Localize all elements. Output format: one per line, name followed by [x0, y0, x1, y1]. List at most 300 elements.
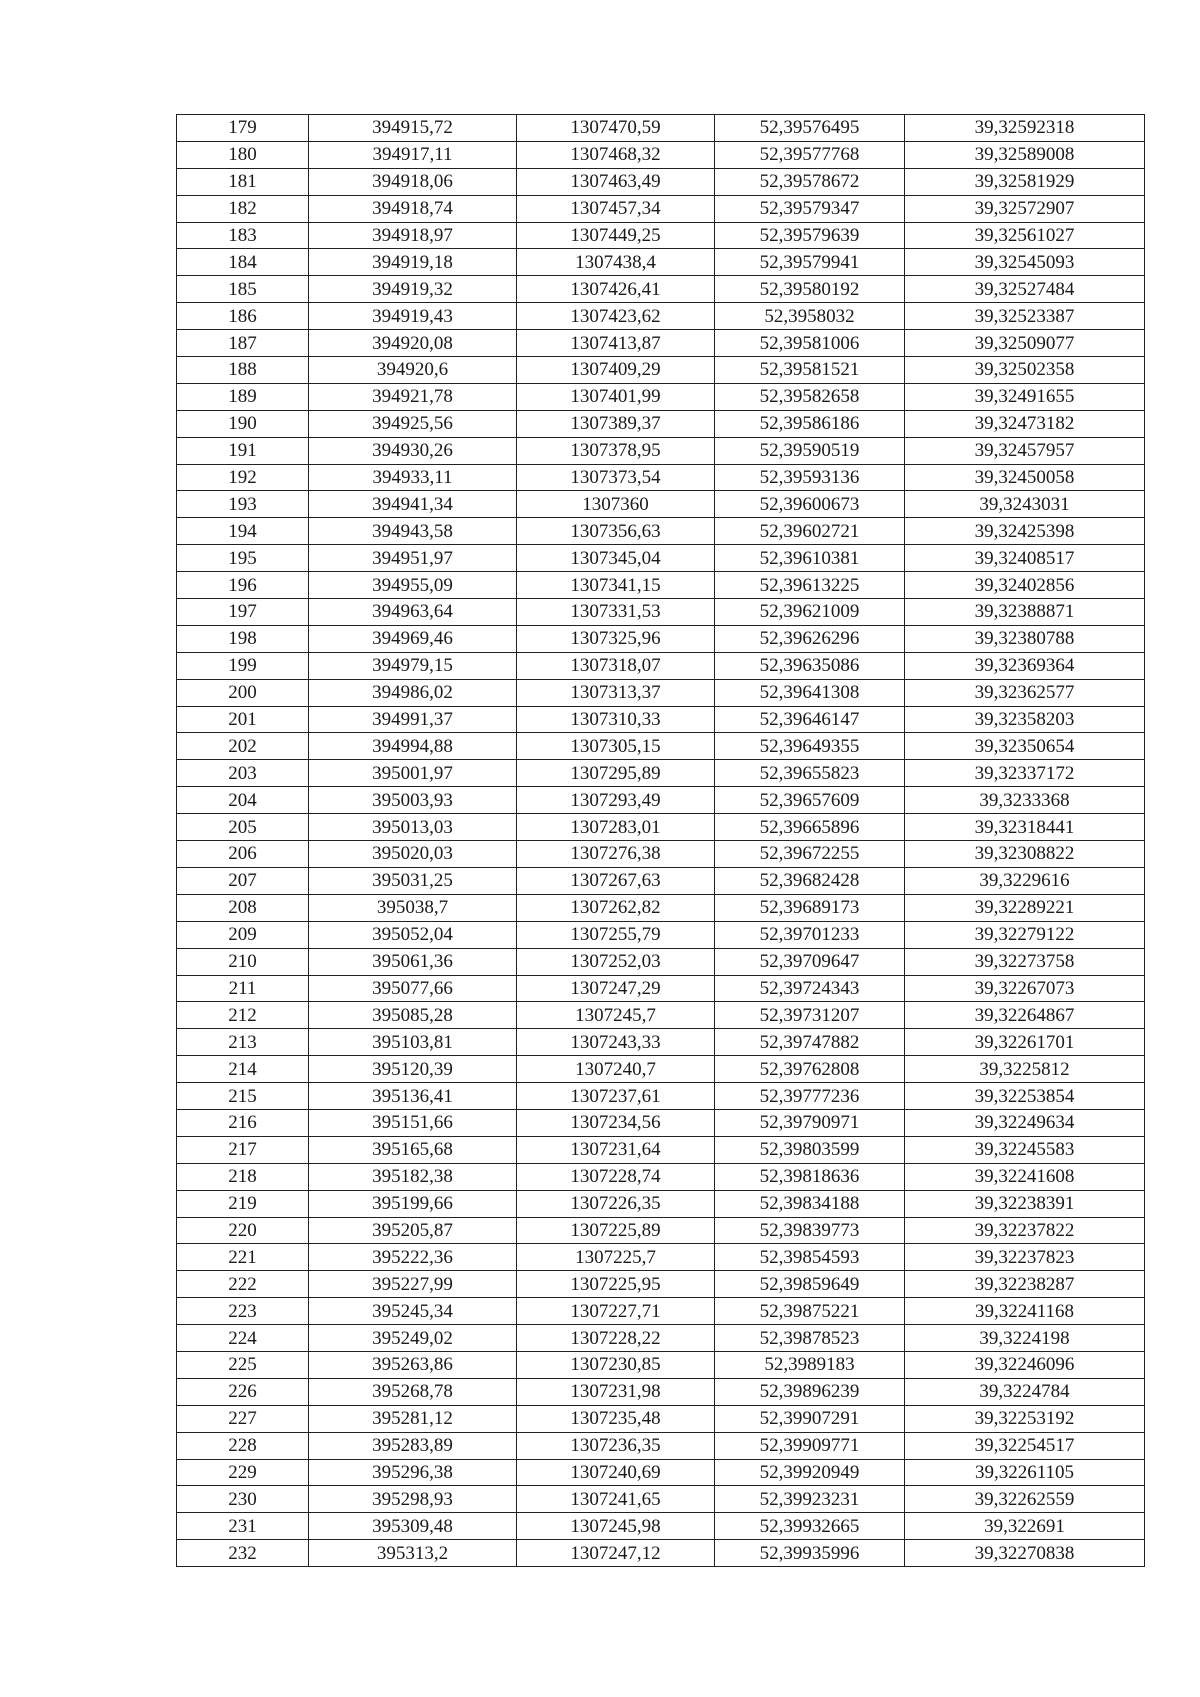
- y-coordinate-cell: 1307310,33: [517, 706, 715, 733]
- y-coordinate-cell: 1307243,33: [517, 1029, 715, 1056]
- longitude-cell: 39,32358203: [905, 706, 1145, 733]
- y-coordinate-cell: 1307255,79: [517, 921, 715, 948]
- latitude-cell: 52,39657609: [715, 787, 905, 814]
- latitude-cell: 52,39731207: [715, 1002, 905, 1029]
- latitude-cell: 52,39579941: [715, 249, 905, 276]
- table-row: [177, 652, 1145, 679]
- y-coordinate-cell: 1307468,32: [517, 141, 715, 168]
- x-coordinate-cell: 395013,03: [309, 814, 517, 841]
- y-coordinate-cell: 1307228,74: [517, 1163, 715, 1190]
- point-number-cell: 223: [177, 1298, 309, 1325]
- latitude-cell: 52,39724343: [715, 975, 905, 1002]
- point-number-cell: 187: [177, 330, 309, 357]
- y-coordinate-cell: 1307295,89: [517, 760, 715, 787]
- table-row: [177, 921, 1145, 948]
- y-coordinate-cell: 1307225,7: [517, 1244, 715, 1271]
- x-coordinate-cell: 394918,06: [309, 168, 517, 195]
- y-coordinate-cell: 1307325,96: [517, 625, 715, 652]
- y-coordinate-cell: 1307401,99: [517, 383, 715, 410]
- coordinates-table: [176, 114, 1145, 1567]
- latitude-cell: 52,39610381: [715, 545, 905, 572]
- latitude-cell: 52,39935996: [715, 1540, 905, 1567]
- point-number-cell: 221: [177, 1244, 309, 1271]
- point-number-cell: 186: [177, 303, 309, 330]
- point-number-cell: 188: [177, 357, 309, 384]
- point-number-cell: 206: [177, 841, 309, 868]
- latitude-cell: 52,39577768: [715, 141, 905, 168]
- table-row: [177, 948, 1145, 975]
- point-number-cell: 217: [177, 1136, 309, 1163]
- y-coordinate-cell: 1307252,03: [517, 948, 715, 975]
- y-coordinate-cell: 1307378,95: [517, 437, 715, 464]
- longitude-cell: 39,32337172: [905, 760, 1145, 787]
- x-coordinate-cell: 394919,43: [309, 303, 517, 330]
- longitude-cell: 39,32237822: [905, 1217, 1145, 1244]
- point-number-cell: 216: [177, 1109, 309, 1136]
- y-coordinate-cell: 1307360: [517, 491, 715, 518]
- longitude-cell: 39,32402856: [905, 572, 1145, 599]
- y-coordinate-cell: 1307237,61: [517, 1083, 715, 1110]
- latitude-cell: 52,39641308: [715, 679, 905, 706]
- y-coordinate-cell: 1307423,62: [517, 303, 715, 330]
- point-number-cell: 220: [177, 1217, 309, 1244]
- latitude-cell: 52,3958032: [715, 303, 905, 330]
- table-row: [177, 625, 1145, 652]
- longitude-cell: 39,32380788: [905, 625, 1145, 652]
- point-number-cell: 202: [177, 733, 309, 760]
- table-row: [177, 491, 1145, 518]
- latitude-cell: 52,39747882: [715, 1029, 905, 1056]
- x-coordinate-cell: 394921,78: [309, 383, 517, 410]
- x-coordinate-cell: 394979,15: [309, 652, 517, 679]
- longitude-cell: 39,32261105: [905, 1459, 1145, 1486]
- table-row: [177, 1298, 1145, 1325]
- y-coordinate-cell: 1307449,25: [517, 222, 715, 249]
- x-coordinate-cell: 395298,93: [309, 1486, 517, 1513]
- latitude-cell: 52,39600673: [715, 491, 905, 518]
- latitude-cell: 52,39907291: [715, 1405, 905, 1432]
- point-number-cell: 209: [177, 921, 309, 948]
- latitude-cell: 52,39709647: [715, 948, 905, 975]
- x-coordinate-cell: 394963,64: [309, 599, 517, 626]
- table-row: [177, 841, 1145, 868]
- y-coordinate-cell: 1307235,48: [517, 1405, 715, 1432]
- table-row: [177, 168, 1145, 195]
- table-row: [177, 1325, 1145, 1352]
- longitude-cell: 39,3224198: [905, 1325, 1145, 1352]
- point-number-cell: 179: [177, 115, 309, 142]
- point-number-cell: 225: [177, 1351, 309, 1378]
- table-row: [177, 1540, 1145, 1567]
- longitude-cell: 39,32581929: [905, 168, 1145, 195]
- latitude-cell: 52,39621009: [715, 599, 905, 626]
- y-coordinate-cell: 1307227,71: [517, 1298, 715, 1325]
- point-number-cell: 200: [177, 679, 309, 706]
- longitude-cell: 39,32527484: [905, 276, 1145, 303]
- point-number-cell: 184: [177, 249, 309, 276]
- table-row: [177, 1029, 1145, 1056]
- y-coordinate-cell: 1307231,64: [517, 1136, 715, 1163]
- y-coordinate-cell: 1307228,22: [517, 1325, 715, 1352]
- x-coordinate-cell: 395151,66: [309, 1109, 517, 1136]
- x-coordinate-cell: 395052,04: [309, 921, 517, 948]
- y-coordinate-cell: 1307438,4: [517, 249, 715, 276]
- table-row: [177, 679, 1145, 706]
- point-number-cell: 192: [177, 464, 309, 491]
- longitude-cell: 39,32238391: [905, 1190, 1145, 1217]
- point-number-cell: 232: [177, 1540, 309, 1567]
- longitude-cell: 39,3224784: [905, 1378, 1145, 1405]
- x-coordinate-cell: 395281,12: [309, 1405, 517, 1432]
- point-number-cell: 185: [177, 276, 309, 303]
- latitude-cell: 52,39839773: [715, 1217, 905, 1244]
- latitude-cell: 52,39689173: [715, 894, 905, 921]
- x-coordinate-cell: 395136,41: [309, 1083, 517, 1110]
- y-coordinate-cell: 1307457,34: [517, 195, 715, 222]
- latitude-cell: 52,39920949: [715, 1459, 905, 1486]
- point-number-cell: 203: [177, 760, 309, 787]
- latitude-cell: 52,39581521: [715, 357, 905, 384]
- x-coordinate-cell: 395020,03: [309, 841, 517, 868]
- point-number-cell: 205: [177, 814, 309, 841]
- table-row: [177, 1378, 1145, 1405]
- longitude-cell: 39,32592318: [905, 115, 1145, 142]
- x-coordinate-cell: 395205,87: [309, 1217, 517, 1244]
- point-number-cell: 215: [177, 1083, 309, 1110]
- x-coordinate-cell: 395077,66: [309, 975, 517, 1002]
- point-number-cell: 230: [177, 1486, 309, 1513]
- point-number-cell: 219: [177, 1190, 309, 1217]
- longitude-cell: 39,32264867: [905, 1002, 1145, 1029]
- y-coordinate-cell: 1307426,41: [517, 276, 715, 303]
- table-row: [177, 1002, 1145, 1029]
- latitude-cell: 52,39579639: [715, 222, 905, 249]
- x-coordinate-cell: 394925,56: [309, 410, 517, 437]
- x-coordinate-cell: 395182,38: [309, 1163, 517, 1190]
- latitude-cell: 52,39586186: [715, 410, 905, 437]
- x-coordinate-cell: 395001,97: [309, 760, 517, 787]
- point-number-cell: 228: [177, 1432, 309, 1459]
- latitude-cell: 52,39878523: [715, 1325, 905, 1352]
- y-coordinate-cell: 1307356,63: [517, 518, 715, 545]
- table-row: [177, 787, 1145, 814]
- y-coordinate-cell: 1307318,07: [517, 652, 715, 679]
- table-row: [177, 1432, 1145, 1459]
- table-row: [177, 760, 1145, 787]
- point-number-cell: 199: [177, 652, 309, 679]
- longitude-cell: 39,32425398: [905, 518, 1145, 545]
- table-row: [177, 1351, 1145, 1378]
- longitude-cell: 39,32245583: [905, 1136, 1145, 1163]
- table-row: [177, 572, 1145, 599]
- point-number-cell: 212: [177, 1002, 309, 1029]
- table-row: [177, 1459, 1145, 1486]
- x-coordinate-cell: 395003,93: [309, 787, 517, 814]
- table-row: [177, 1486, 1145, 1513]
- x-coordinate-cell: 394951,97: [309, 545, 517, 572]
- y-coordinate-cell: 1307247,12: [517, 1540, 715, 1567]
- longitude-cell: 39,322691: [905, 1513, 1145, 1540]
- y-coordinate-cell: 1307409,29: [517, 357, 715, 384]
- x-coordinate-cell: 395103,81: [309, 1029, 517, 1056]
- point-number-cell: 189: [177, 383, 309, 410]
- longitude-cell: 39,32561027: [905, 222, 1145, 249]
- table-row: [177, 599, 1145, 626]
- latitude-cell: 52,39672255: [715, 841, 905, 868]
- y-coordinate-cell: 1307245,7: [517, 1002, 715, 1029]
- longitude-cell: 39,32450058: [905, 464, 1145, 491]
- latitude-cell: 52,39655823: [715, 760, 905, 787]
- x-coordinate-cell: 395263,86: [309, 1351, 517, 1378]
- table-row: [177, 1136, 1145, 1163]
- table-row: [177, 518, 1145, 545]
- latitude-cell: 52,3989183: [715, 1351, 905, 1378]
- y-coordinate-cell: 1307470,59: [517, 115, 715, 142]
- x-coordinate-cell: 394986,02: [309, 679, 517, 706]
- x-coordinate-cell: 395268,78: [309, 1378, 517, 1405]
- y-coordinate-cell: 1307234,56: [517, 1109, 715, 1136]
- latitude-cell: 52,39646147: [715, 706, 905, 733]
- latitude-cell: 52,39593136: [715, 464, 905, 491]
- table-row: [177, 276, 1145, 303]
- x-coordinate-cell: 394930,26: [309, 437, 517, 464]
- table-row: [177, 437, 1145, 464]
- longitude-cell: 39,32362577: [905, 679, 1145, 706]
- longitude-cell: 39,3233368: [905, 787, 1145, 814]
- x-coordinate-cell: 395222,36: [309, 1244, 517, 1271]
- y-coordinate-cell: 1307276,38: [517, 841, 715, 868]
- table-row: [177, 1244, 1145, 1271]
- latitude-cell: 52,39790971: [715, 1109, 905, 1136]
- latitude-cell: 52,39590519: [715, 437, 905, 464]
- y-coordinate-cell: 1307331,53: [517, 599, 715, 626]
- longitude-cell: 39,32572907: [905, 195, 1145, 222]
- point-number-cell: 213: [177, 1029, 309, 1056]
- longitude-cell: 39,32238287: [905, 1271, 1145, 1298]
- longitude-cell: 39,32249634: [905, 1109, 1145, 1136]
- point-number-cell: 207: [177, 867, 309, 894]
- point-number-cell: 193: [177, 491, 309, 518]
- y-coordinate-cell: 1307267,63: [517, 867, 715, 894]
- y-coordinate-cell: 1307245,98: [517, 1513, 715, 1540]
- latitude-cell: 52,39602721: [715, 518, 905, 545]
- longitude-cell: 39,32308822: [905, 841, 1145, 868]
- x-coordinate-cell: 394994,88: [309, 733, 517, 760]
- longitude-cell: 39,32254517: [905, 1432, 1145, 1459]
- x-coordinate-cell: 394920,6: [309, 357, 517, 384]
- latitude-cell: 52,39854593: [715, 1244, 905, 1271]
- x-coordinate-cell: 395061,36: [309, 948, 517, 975]
- point-number-cell: 214: [177, 1056, 309, 1083]
- longitude-cell: 39,3225812: [905, 1056, 1145, 1083]
- x-coordinate-cell: 394920,08: [309, 330, 517, 357]
- x-coordinate-cell: 395120,39: [309, 1056, 517, 1083]
- latitude-cell: 52,39859649: [715, 1271, 905, 1298]
- longitude-cell: 39,32523387: [905, 303, 1145, 330]
- point-number-cell: 211: [177, 975, 309, 1002]
- latitude-cell: 52,39649355: [715, 733, 905, 760]
- latitude-cell: 52,39875221: [715, 1298, 905, 1325]
- x-coordinate-cell: 394955,09: [309, 572, 517, 599]
- point-number-cell: 227: [177, 1405, 309, 1432]
- y-coordinate-cell: 1307389,37: [517, 410, 715, 437]
- y-coordinate-cell: 1307413,87: [517, 330, 715, 357]
- x-coordinate-cell: 395165,68: [309, 1136, 517, 1163]
- point-number-cell: 204: [177, 787, 309, 814]
- longitude-cell: 39,32457957: [905, 437, 1145, 464]
- x-coordinate-cell: 395313,2: [309, 1540, 517, 1567]
- table-row: [177, 1083, 1145, 1110]
- x-coordinate-cell: 395245,34: [309, 1298, 517, 1325]
- longitude-cell: 39,32473182: [905, 410, 1145, 437]
- x-coordinate-cell: 394991,37: [309, 706, 517, 733]
- latitude-cell: 52,39932665: [715, 1513, 905, 1540]
- point-number-cell: 191: [177, 437, 309, 464]
- table-row: [177, 1217, 1145, 1244]
- y-coordinate-cell: 1307283,01: [517, 814, 715, 841]
- point-number-cell: 195: [177, 545, 309, 572]
- table-row: [177, 1056, 1145, 1083]
- latitude-cell: 52,39580192: [715, 276, 905, 303]
- x-coordinate-cell: 394917,11: [309, 141, 517, 168]
- longitude-cell: 39,32246096: [905, 1351, 1145, 1378]
- latitude-cell: 52,39578672: [715, 168, 905, 195]
- point-number-cell: 194: [177, 518, 309, 545]
- longitude-cell: 39,32289221: [905, 894, 1145, 921]
- latitude-cell: 52,39909771: [715, 1432, 905, 1459]
- table-row: [177, 1405, 1145, 1432]
- point-number-cell: 222: [177, 1271, 309, 1298]
- point-number-cell: 183: [177, 222, 309, 249]
- longitude-cell: 39,32261701: [905, 1029, 1145, 1056]
- latitude-cell: 52,39701233: [715, 921, 905, 948]
- latitude-cell: 52,39682428: [715, 867, 905, 894]
- point-number-cell: 182: [177, 195, 309, 222]
- y-coordinate-cell: 1307313,37: [517, 679, 715, 706]
- y-coordinate-cell: 1307225,95: [517, 1271, 715, 1298]
- point-number-cell: 226: [177, 1378, 309, 1405]
- latitude-cell: 52,39635086: [715, 652, 905, 679]
- table-row: [177, 410, 1145, 437]
- x-coordinate-cell: 394941,34: [309, 491, 517, 518]
- point-number-cell: 224: [177, 1325, 309, 1352]
- table-row: [177, 464, 1145, 491]
- table-row: [177, 733, 1145, 760]
- y-coordinate-cell: 1307225,89: [517, 1217, 715, 1244]
- point-number-cell: 190: [177, 410, 309, 437]
- latitude-cell: 52,39576495: [715, 115, 905, 142]
- latitude-cell: 52,39923231: [715, 1486, 905, 1513]
- point-number-cell: 208: [177, 894, 309, 921]
- y-coordinate-cell: 1307293,49: [517, 787, 715, 814]
- table-row: [177, 141, 1145, 168]
- table-row: [177, 383, 1145, 410]
- table-row: [177, 1109, 1145, 1136]
- y-coordinate-cell: 1307463,49: [517, 168, 715, 195]
- coordinates-table-body: [177, 115, 1145, 1567]
- y-coordinate-cell: 1307240,7: [517, 1056, 715, 1083]
- longitude-cell: 39,32350654: [905, 733, 1145, 760]
- longitude-cell: 39,32270838: [905, 1540, 1145, 1567]
- longitude-cell: 39,32502358: [905, 357, 1145, 384]
- longitude-cell: 39,32509077: [905, 330, 1145, 357]
- x-coordinate-cell: 394915,72: [309, 115, 517, 142]
- table-row: [177, 330, 1145, 357]
- longitude-cell: 39,32279122: [905, 921, 1145, 948]
- x-coordinate-cell: 394933,11: [309, 464, 517, 491]
- latitude-cell: 52,39896239: [715, 1378, 905, 1405]
- longitude-cell: 39,32369364: [905, 652, 1145, 679]
- x-coordinate-cell: 394969,46: [309, 625, 517, 652]
- table-row: [177, 303, 1145, 330]
- table-row: [177, 1513, 1145, 1540]
- y-coordinate-cell: 1307247,29: [517, 975, 715, 1002]
- table-row: [177, 222, 1145, 249]
- point-number-cell: 180: [177, 141, 309, 168]
- longitude-cell: 39,32318441: [905, 814, 1145, 841]
- table-row: [177, 115, 1145, 142]
- longitude-cell: 39,32241608: [905, 1163, 1145, 1190]
- point-number-cell: 218: [177, 1163, 309, 1190]
- point-number-cell: 196: [177, 572, 309, 599]
- y-coordinate-cell: 1307373,54: [517, 464, 715, 491]
- latitude-cell: 52,39582658: [715, 383, 905, 410]
- x-coordinate-cell: 394943,58: [309, 518, 517, 545]
- point-number-cell: 198: [177, 625, 309, 652]
- longitude-cell: 39,3229616: [905, 867, 1145, 894]
- point-number-cell: 231: [177, 1513, 309, 1540]
- point-number-cell: 197: [177, 599, 309, 626]
- longitude-cell: 39,32262559: [905, 1486, 1145, 1513]
- point-number-cell: 181: [177, 168, 309, 195]
- x-coordinate-cell: 394919,18: [309, 249, 517, 276]
- latitude-cell: 52,39818636: [715, 1163, 905, 1190]
- table-row: [177, 195, 1145, 222]
- table-row: [177, 1190, 1145, 1217]
- longitude-cell: 39,32273758: [905, 948, 1145, 975]
- x-coordinate-cell: 395309,48: [309, 1513, 517, 1540]
- latitude-cell: 52,39762808: [715, 1056, 905, 1083]
- longitude-cell: 39,32267073: [905, 975, 1145, 1002]
- point-number-cell: 229: [177, 1459, 309, 1486]
- table-row: [177, 357, 1145, 384]
- table-row: [177, 1271, 1145, 1298]
- longitude-cell: 39,32589008: [905, 141, 1145, 168]
- table-row: [177, 814, 1145, 841]
- y-coordinate-cell: 1307230,85: [517, 1351, 715, 1378]
- y-coordinate-cell: 1307226,35: [517, 1190, 715, 1217]
- longitude-cell: 39,32237823: [905, 1244, 1145, 1271]
- x-coordinate-cell: 395085,28: [309, 1002, 517, 1029]
- x-coordinate-cell: 395283,89: [309, 1432, 517, 1459]
- x-coordinate-cell: 395038,7: [309, 894, 517, 921]
- longitude-cell: 39,3243031: [905, 491, 1145, 518]
- y-coordinate-cell: 1307240,69: [517, 1459, 715, 1486]
- y-coordinate-cell: 1307305,15: [517, 733, 715, 760]
- x-coordinate-cell: 395227,99: [309, 1271, 517, 1298]
- point-number-cell: 210: [177, 948, 309, 975]
- latitude-cell: 52,39613225: [715, 572, 905, 599]
- latitude-cell: 52,39803599: [715, 1136, 905, 1163]
- y-coordinate-cell: 1307341,15: [517, 572, 715, 599]
- x-coordinate-cell: 395296,38: [309, 1459, 517, 1486]
- x-coordinate-cell: 395031,25: [309, 867, 517, 894]
- table-row: [177, 975, 1145, 1002]
- longitude-cell: 39,32253854: [905, 1083, 1145, 1110]
- table-row: [177, 867, 1145, 894]
- table-row: [177, 249, 1145, 276]
- latitude-cell: 52,39581006: [715, 330, 905, 357]
